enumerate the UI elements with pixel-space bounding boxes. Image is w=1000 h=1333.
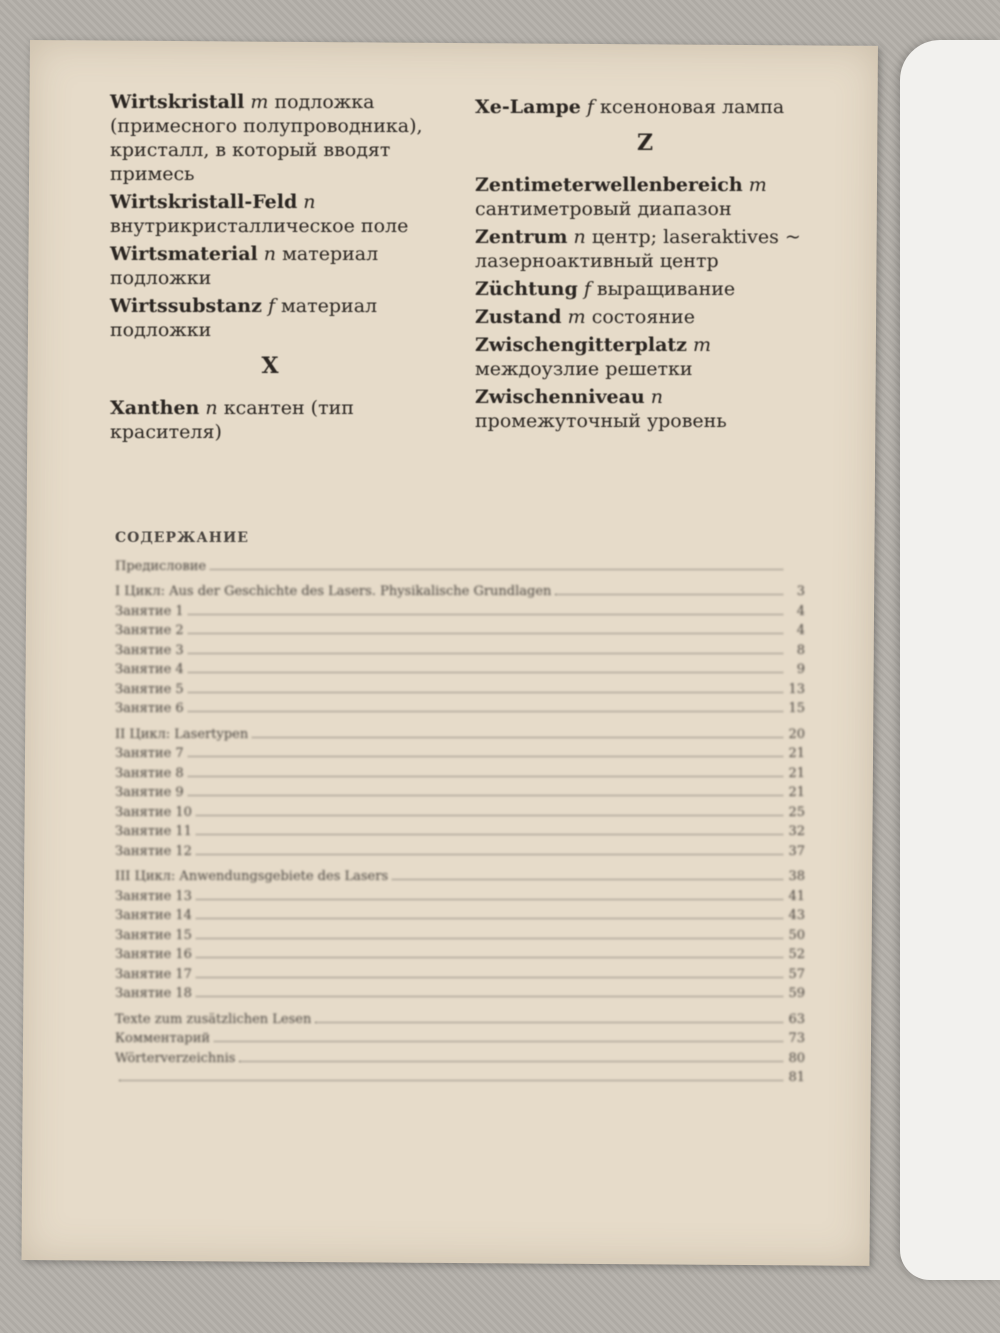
toc-row [115,658,805,678]
toc-row [115,1007,805,1027]
toc-row [115,599,805,619]
toc-row-title: Занятие 13 [115,888,192,904]
toc-row [115,1027,805,1047]
glossary-entry [475,225,815,273]
entry-gender: f [583,278,591,300]
entry-gender: n [263,243,277,265]
toc-row-title: Занятие 8 [115,765,184,781]
entry-headword: Zwischenniveau [475,386,645,408]
entry-headword: Zentimeterwellenbereich [475,174,743,196]
toc-row-title: Занятие 15 [115,927,192,943]
toc-dot-leader [196,834,783,835]
toc-dot-leader [315,1022,783,1023]
toc-row-page: 81 [788,1070,805,1085]
toc-row-page: 52 [788,947,805,962]
toc-row-title: Занятие 4 [115,662,184,677]
entry-translation: ксеноновая лампа [600,96,785,118]
entry-gender: m [567,306,586,328]
toc-row-page: 57 [788,966,805,982]
entry-gender: m [693,334,712,356]
entry-gender: n [650,386,664,408]
next-page-edge [900,40,1000,1280]
toc-row [115,554,805,574]
toc-dot-leader [252,737,783,738]
entry-translation: внутрикристаллическое поле [110,215,409,237]
toc-row-page: 32 [788,824,805,839]
toc-dot-leader [214,1041,783,1042]
toc-row-page: 41 [788,888,805,904]
entry-gender: m [748,174,767,196]
toc-dot-leader [119,1080,783,1081]
toc-row-page: 9 [796,662,805,677]
toc-row-title: Занятие 17 [115,966,192,982]
toc-row-title: Занятие 3 [115,642,184,658]
toc-row-title: Занятие 7 [115,746,184,761]
entry-headword: Wirtskristall [110,91,245,113]
toc-dot-leader [196,996,783,997]
toc-row [115,580,805,600]
toc-dot-leader [196,957,783,958]
toc-row-title: Занятие 18 [115,986,192,1001]
toc-dot-leader [188,756,783,757]
glossary-entry [110,190,430,238]
toc-row [115,697,805,717]
toc-row-page: 21 [788,785,805,800]
toc-row-page: 25 [788,804,805,820]
entry-translation: подложка (примесного полупроводника), кристалл, в который вводят примесь [110,91,423,185]
toc-dot-leader [196,815,783,816]
toc-row [115,619,805,639]
entry-translation: материал подложки [110,295,378,341]
toc-row-page: 73 [788,1031,805,1046]
toc-row [115,923,805,943]
entry-translation: материал подложки [110,243,379,289]
toc-row-title: Занятие 11 [115,824,192,839]
toc-dot-leader [188,795,783,796]
glossary-left-column [110,90,430,448]
toc-row-page: 20 [788,726,805,742]
toc-row [115,1046,805,1066]
entry-headword: Xanthen [110,397,200,419]
toc-row-page: 3 [796,584,805,599]
toc-row [115,865,805,885]
toc-row-page: 4 [796,603,805,619]
toc-row-title: Texte zum zusätzlichen Lesen [115,1011,312,1027]
entry-gender: n [303,191,316,213]
toc-dot-leader [188,672,783,673]
toc-row-page: 38 [788,869,805,884]
toc-dot-leader [555,594,783,595]
toc-row [115,943,805,963]
toc-dot-leader [188,692,783,693]
entry-translation: сантиметровый диапазон [475,198,732,220]
glossary-entry [475,333,815,381]
glossary-entry [475,305,815,329]
toc-row [115,761,805,781]
table-of-contents [115,530,805,1085]
toc-row [115,638,805,658]
toc-row-page: 63 [788,1011,805,1027]
toc-row [115,962,805,982]
glossary-entry [110,90,430,186]
toc-dot-leader [188,711,783,712]
toc-row-page: 80 [788,1050,805,1066]
glossary-entry [110,242,430,290]
toc-row-page: 21 [788,746,805,761]
toc-row-page: 50 [788,927,805,943]
section-letter: Z [636,130,654,156]
toc-row-page: 21 [788,765,805,781]
entry-translation: промежуточный уровень [475,410,727,432]
entry-headword: Zentrum [475,226,568,248]
toc-row-title: Занятие 16 [115,947,192,962]
entry-headword: Wirtssubstanz [110,295,262,317]
toc-dot-leader [196,938,783,939]
toc-row-title: Занятие 12 [115,843,192,859]
toc-row-title: Комментарий [115,1031,211,1046]
toc-row [115,820,805,840]
toc-row [115,677,805,697]
entry-headword: Zwischengitterplatz [475,334,687,356]
glossary-entry [110,396,430,444]
entry-translation: ксантен (тип красителя) [110,397,354,443]
toc-title: СОДЕРЖАНИЕ [115,530,249,546]
toc-row-page: 59 [788,986,805,1001]
entry-gender: n [205,397,218,419]
toc-dot-leader [188,614,783,615]
toc-row [115,884,805,904]
toc-row-title: Wörterverzeichnis [115,1050,236,1066]
entry-headword: Zustand [475,306,562,328]
entry-gender: f [267,295,275,317]
toc-row-title: Занятие 6 [115,701,184,716]
glossary-entry [475,277,815,301]
toc-row [115,982,805,1002]
toc-row-title: Занятие 5 [115,681,184,697]
toc-row-title: I Цикл: Aus der Geschichte des Lasers. Physikalische Grundlagen [115,584,552,599]
toc-row [115,742,805,762]
toc-row-page: 4 [796,623,805,638]
toc-row-page: 15 [788,701,805,716]
toc-dot-leader [188,633,783,634]
toc-row-page: 8 [796,642,805,658]
toc-dot-leader [392,879,783,880]
toc-row-page: 43 [788,908,805,923]
entry-headword: Züchtung [475,278,578,300]
toc-rows [115,554,805,1085]
section-letter: X [261,353,279,379]
toc-row-title: III Цикл: Anwendungsgebiete des Lasers [115,869,389,884]
toc-dot-leader [188,653,783,654]
entry-headword: Wirtskristall-Feld [110,191,298,213]
toc-row-title: Предисловие [115,558,207,574]
glossary-entry [475,385,815,433]
glossary-entry [475,173,815,221]
toc-row [115,1066,805,1086]
glossary-right-column [475,95,815,437]
entry-translation: выращивание [596,278,736,300]
entry-gender: m [250,91,269,113]
toc-dot-leader [196,918,783,919]
entry-headword: Xe-Lampe [475,96,581,118]
toc-row [115,839,805,859]
toc-row-page: 37 [788,843,805,859]
toc-row-title: Занятие 1 [115,603,184,619]
toc-dot-leader [210,569,783,570]
entry-translation: междоузлие решетки [475,358,693,380]
glossary-entry [475,95,815,119]
toc-row [115,722,805,742]
entry-gender: n [573,226,586,248]
toc-dot-leader [196,977,783,978]
toc-row-page: 13 [788,681,805,697]
toc-row-title: Занятие 10 [115,804,192,820]
toc-dot-leader [188,776,783,777]
toc-row [115,781,805,801]
entry-translation: состояние [591,306,695,328]
toc-row-title: Занятие 2 [115,623,184,638]
toc-row-title: II Цикл: Lasertypen [115,726,249,742]
toc-dot-leader [196,899,783,900]
entry-gender: f [586,96,594,118]
toc-dot-leader [196,854,783,855]
toc-row-title: Занятие 9 [115,785,184,800]
toc-row [115,904,805,924]
entry-headword: Wirtsmaterial [110,243,258,265]
toc-row [115,800,805,820]
toc-row-title: Занятие 14 [115,908,192,923]
glossary-entry [110,294,430,342]
entry-translation: центр; laseraktives ~ лазерноактивный центр [475,226,801,272]
toc-dot-leader [239,1061,783,1062]
